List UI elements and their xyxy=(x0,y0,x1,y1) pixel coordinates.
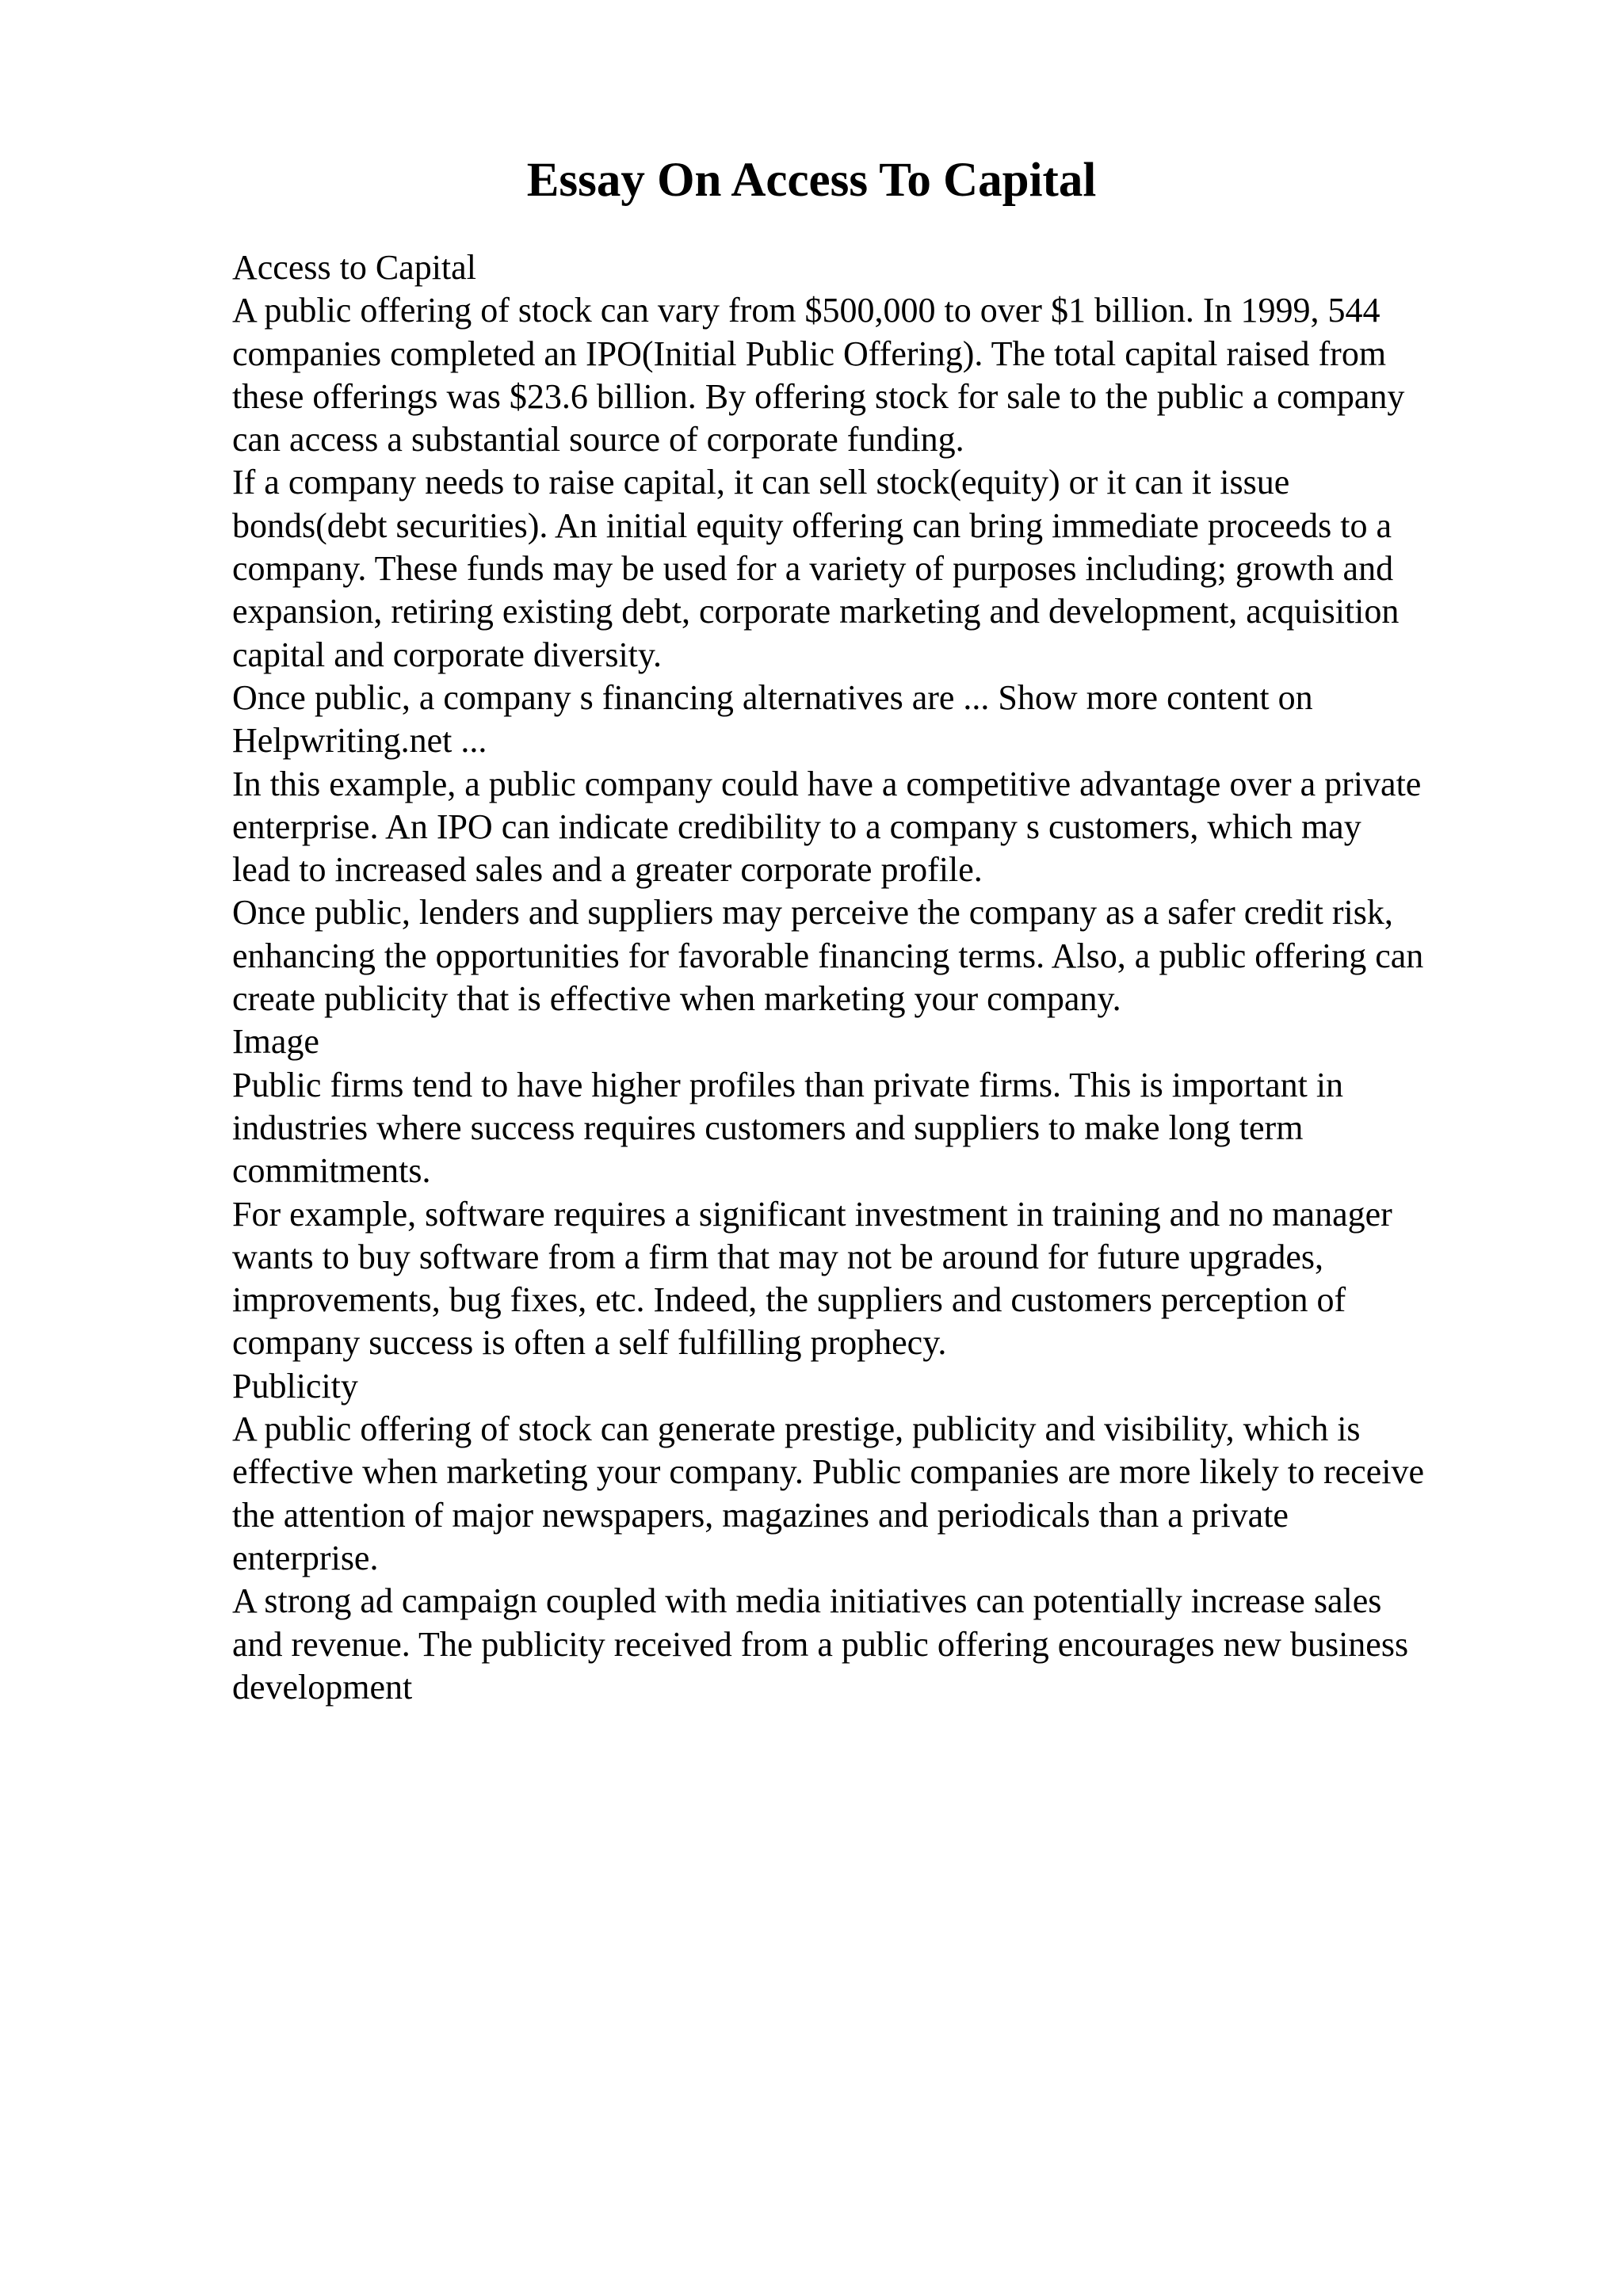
essay-line: company success is often a self fulfilling prophecy. xyxy=(232,1323,947,1363)
essay-line: Image xyxy=(232,1022,319,1062)
essay-line: and revenue. The publicity received from a public offering encourages new business xyxy=(232,1624,1409,1664)
essay-line: If a company needs to raise capital, it can sell stock(equity) or it can it issue xyxy=(232,463,1290,502)
essay-line: improvements, bug fixes, etc. Indeed, the suppliers and customers perception of xyxy=(232,1280,1346,1320)
essay-line: capital and corporate diversity. xyxy=(232,635,663,674)
essay-line: commitments. xyxy=(232,1151,431,1191)
essay-line: companies completed an IPO(Initial Public Offering). The total capital raised from xyxy=(232,334,1387,373)
essay-line: the attention of major newspapers, magazines and periodicals than a private xyxy=(232,1495,1289,1535)
essay-line: Access to Capital xyxy=(232,248,476,287)
essay-line: In this example, a public company could have a competitive advantage over a private xyxy=(232,764,1422,803)
essay-line: industries where success requires customers and suppliers to make long term xyxy=(232,1108,1304,1147)
document-title: Essay On Access To Capital xyxy=(526,154,1097,207)
essay-line: enhancing the opportunities for favorable financing terms. Also, a public offering can xyxy=(232,936,1424,975)
essay-line: these offerings was $23.6 billion. By offering stock for sale to the public a company xyxy=(232,376,1405,416)
essay-line: enterprise. An IPO can indicate credibility to a company s customers, which may xyxy=(232,807,1361,846)
essay-line: Public firms tend to have higher profiles than private firms. This is important in xyxy=(232,1065,1344,1104)
essay-line: A strong ad campaign coupled with media initiatives can potentially increase sales xyxy=(232,1581,1382,1621)
essay-line: wants to buy software from a firm that may not be around for future upgrades, xyxy=(232,1237,1324,1276)
essay-line: A public offering of stock can generate prestige, publicity and visibility, which is xyxy=(232,1409,1361,1449)
essay-line: expansion, retiring existing debt, corporate marketing and development, acquisition xyxy=(232,592,1400,631)
essay-line: enterprise. xyxy=(232,1538,379,1577)
essay-line: Once public, lenders and suppliers may perceive the company as a safer credit risk, xyxy=(232,893,1393,933)
essay-line: effective when marketing your company. Public companies are more likely to receive xyxy=(232,1452,1424,1492)
essay-line: bonds(debt securities). An initial equity offering can bring immediate proceeds to a xyxy=(232,505,1392,545)
essay-line: lead to increased sales and a greater corporate profile. xyxy=(232,850,983,890)
essay-body xyxy=(232,246,1516,1709)
essay-line: A public offering of stock can vary from $500,000 to over $1 billion. In 1999, 544 xyxy=(232,291,1381,330)
essay-line: development xyxy=(232,1667,413,1707)
essay-line: Publicity xyxy=(232,1366,358,1405)
essay-line: can access a substantial source of corporate funding. xyxy=(232,420,964,460)
essay-line: company. These funds may be used for a variety of purposes including; growth and xyxy=(232,549,1394,589)
essay-line: Once public, a company s financing alternatives are ... Show more content on xyxy=(232,677,1313,717)
essay-line: For example, software requires a significant investment in training and no manager xyxy=(232,1194,1392,1234)
essay-line: create publicity that is effective when marketing your company. xyxy=(232,979,1121,1019)
essay-line: Helpwriting.net ... xyxy=(232,721,487,761)
